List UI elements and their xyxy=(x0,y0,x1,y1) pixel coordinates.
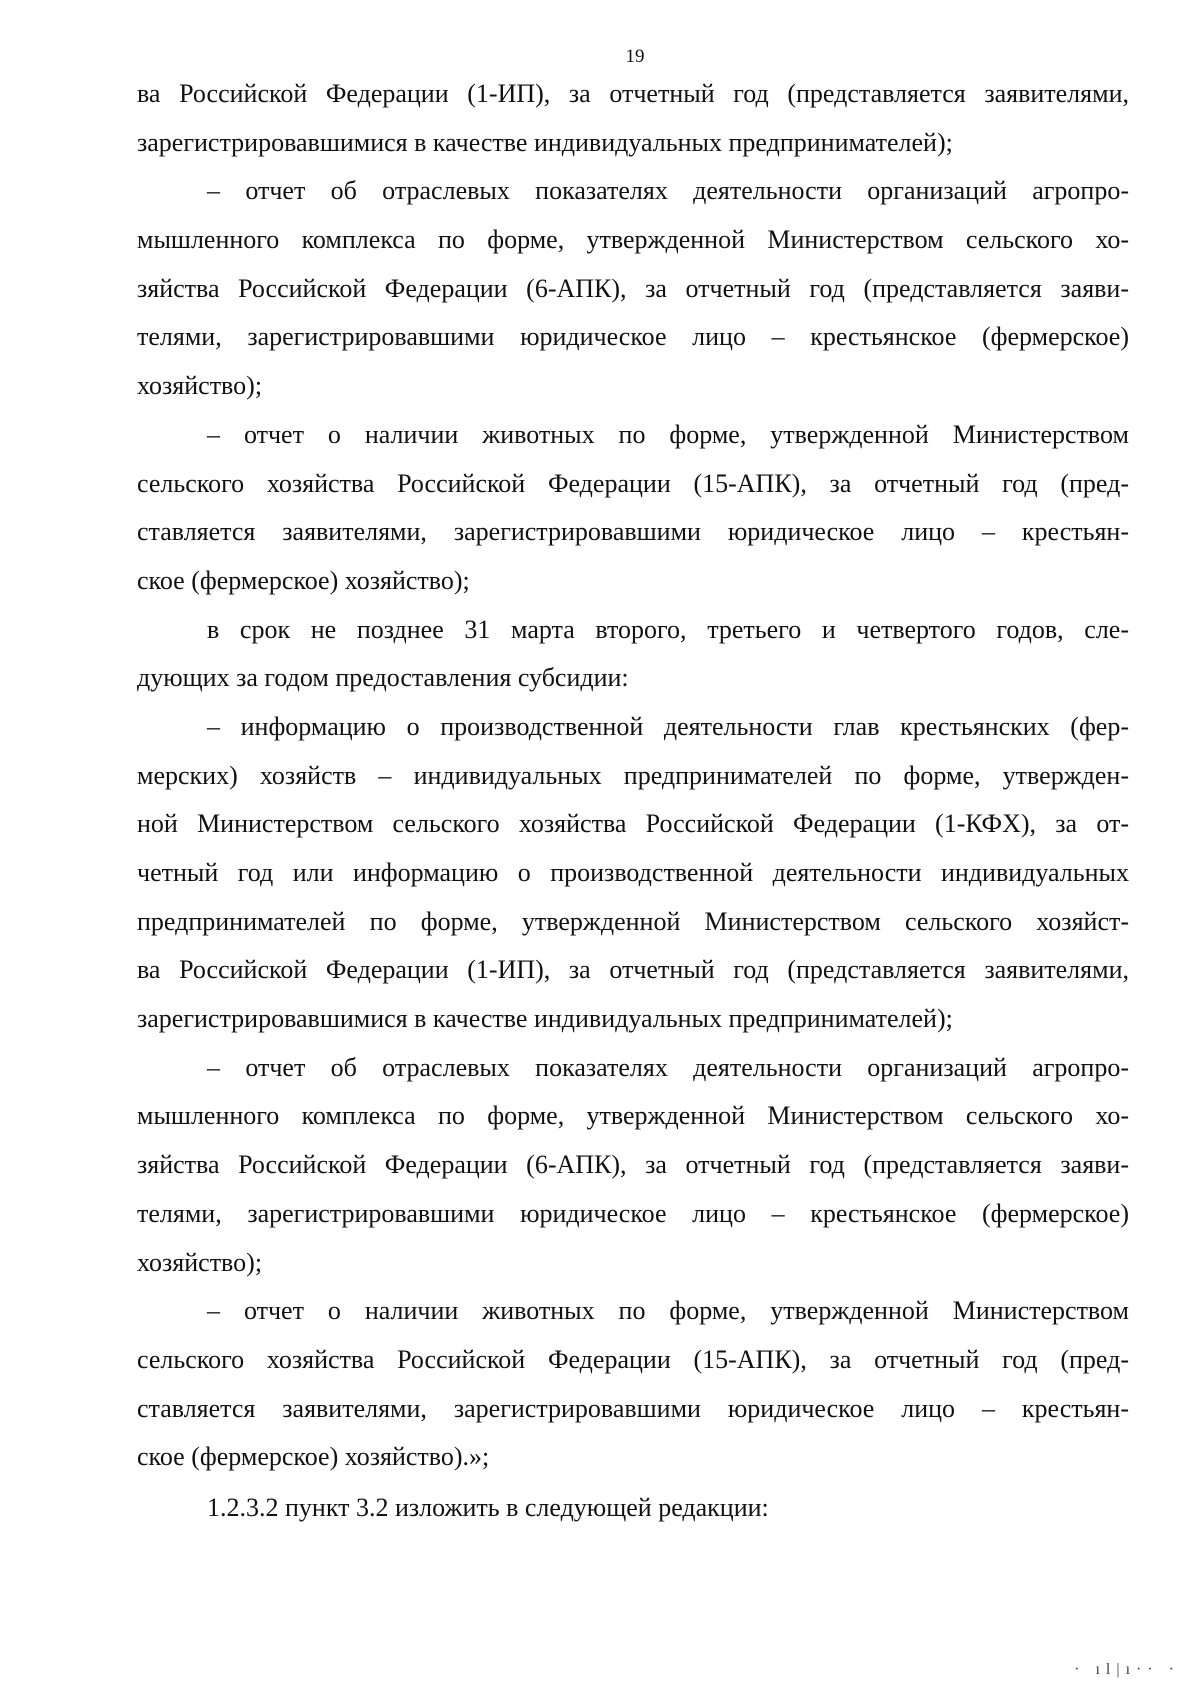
text-line: ское (фермерское) хозяйство); xyxy=(137,565,470,595)
scan-artifact-mark: · ıl|ı·· · xyxy=(1074,1661,1180,1679)
text-line: зарегистрировавшимися в качестве индивидуальных предпринимателей); xyxy=(137,1004,953,1034)
text-line: 1.2.3.2 пункт 3.2 изложить в следующей редакции: xyxy=(207,1492,769,1522)
text-line: предпринимателей по форме, утвержденной Министерством сельского хозяйст- xyxy=(137,906,1129,936)
text-line: зяйства Российской Федерации (6-АПК), за отчетный год (представляется заяви- xyxy=(137,273,1129,303)
text-line: мышленного комплекса по форме, утвержденной Министерством сельского хо- xyxy=(137,225,1129,255)
text-line: – отчет о наличии животных по форме, утвержденной Министерством xyxy=(207,419,1129,449)
text-line: сельского хозяйства Российской Федерации (15-АПК), за отчетный год (пред- xyxy=(137,468,1129,498)
text-line: мерских) хозяйств – индивидуальных предпринимателей по форме, утвержден- xyxy=(137,760,1129,790)
text-line: мышленного комплекса по форме, утвержденной Министерством сельского хо- xyxy=(137,1101,1129,1131)
text-line: – отчет об отраслевых показателях деятельности организаций агропро- xyxy=(207,1052,1129,1082)
text-line: ставляется заявителями, зарегистрировавшими юридическое лицо – крестьян- xyxy=(137,1393,1129,1423)
document-body xyxy=(137,70,1129,1533)
text-line: ское (фермерское) хозяйство).»; xyxy=(137,1442,490,1472)
page-number: 19 xyxy=(625,46,645,67)
text-line: – информацию о производственной деятельности глав крестьянских (фер- xyxy=(207,711,1129,741)
text-line: сельского хозяйства Российской Федерации (15-АПК), за отчетный год (пред- xyxy=(137,1344,1129,1374)
text-line: хозяйство); xyxy=(137,1247,263,1277)
text-line: зарегистрировавшимися в качестве индивидуальных предпринимателей); xyxy=(137,127,953,157)
text-line: телями, зарегистрировавшими юридическое лицо – крестьянское (фермерское) xyxy=(137,322,1129,352)
text-line: в срок не позднее 31 марта второго, третьего и четвертого годов, сле- xyxy=(207,614,1129,644)
text-line: – отчет об отраслевых показателях деятельности организаций агропро- xyxy=(207,176,1129,206)
text-line: ной Министерством сельского хозяйства Российской Федерации (1-КФХ), за от- xyxy=(137,809,1129,839)
text-line: зяйства Российской Федерации (6-АПК), за отчетный год (представляется заяви- xyxy=(137,1150,1129,1180)
text-line: четный год или информацию о производственной деятельности индивидуальных xyxy=(137,858,1129,887)
text-line: ва Российской Федерации (1-ИП), за отчетный год (представляется заявителями, xyxy=(137,79,1129,108)
text-line: – отчет о наличии животных по форме, утвержденной Министерством xyxy=(207,1296,1129,1326)
text-line: ставляется заявителями, зарегистрировавшими юридическое лицо – крестьян- xyxy=(137,517,1129,547)
text-line: дующих за годом предоставления субсидии: xyxy=(137,663,629,693)
text-line: ва Российской Федерации (1-ИП), за отчетный год (представляется заявителями, xyxy=(137,955,1129,985)
text-line: хозяйство); xyxy=(137,371,263,401)
text-line: телями, зарегистрировавшими юридическое лицо – крестьянское (фермерское) xyxy=(137,1198,1129,1228)
